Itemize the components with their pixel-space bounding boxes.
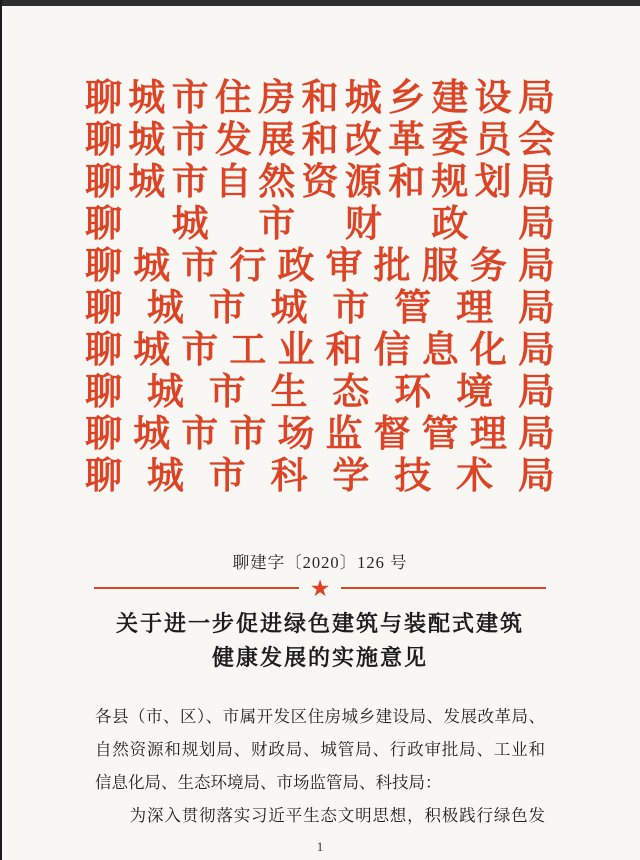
page-number: 1 xyxy=(316,839,324,854)
agency-name-line: 聊 城 市 财 政 局 xyxy=(85,204,555,245)
scan-edge-left xyxy=(0,0,2,860)
agency-name-line: 聊 城 市 自 然 资 源 和 规 划 局 xyxy=(85,162,555,203)
red-divider xyxy=(94,576,546,600)
star-icon: ★ xyxy=(309,575,331,601)
salutation-line: 各县（市、区）、市属开发区住房城乡建设局、发展改革局、 xyxy=(95,707,545,726)
document-title xyxy=(0,607,640,675)
agency-name-line: 聊 城 市 发 展 和 改 革 委 员 会 xyxy=(85,120,555,161)
red-divider-line-left xyxy=(94,587,299,589)
document-body xyxy=(95,700,545,832)
red-divider-line-right xyxy=(341,587,546,589)
header-agency-list xyxy=(85,78,555,498)
agency-name-line: 聊 城 市 工 业 和 信 息 化 局 xyxy=(85,330,555,371)
agency-name-line: 聊 城 市 住 房 和 城 乡 建 设 局 xyxy=(85,78,555,119)
document-title-line-1: 关于进一步促进绿色建筑与装配式建筑 xyxy=(115,611,524,636)
agency-name-line: 聊 城 市 行 政 审 批 服 务 局 xyxy=(85,246,555,287)
scan-edge-top xyxy=(0,0,640,6)
agency-name-line: 聊 城 市 科 学 技 术 局 xyxy=(85,456,555,497)
agency-name-line: 聊 城 市 市 场 监 督 管 理 局 xyxy=(85,414,555,455)
document-title-line-2: 健康发展的实施意见 xyxy=(211,645,428,670)
salutation-line: 信息化局、生态环境局、市场监管局、科技局： xyxy=(95,773,442,792)
agency-name-line: 聊 城 市 城 市 管 理 局 xyxy=(85,288,555,329)
body-paragraph-line: 为深入贯彻落实习近平生态文明思想，积极践行绿色发 xyxy=(95,806,545,825)
agency-name-line: 聊 城 市 生 态 环 境 局 xyxy=(85,372,555,413)
document-number: 聊建字〔2020〕126 号 xyxy=(232,553,408,572)
salutation-line: 自然资源和规划局、财政局、城管局、行政审批局、工业和 xyxy=(95,740,545,759)
